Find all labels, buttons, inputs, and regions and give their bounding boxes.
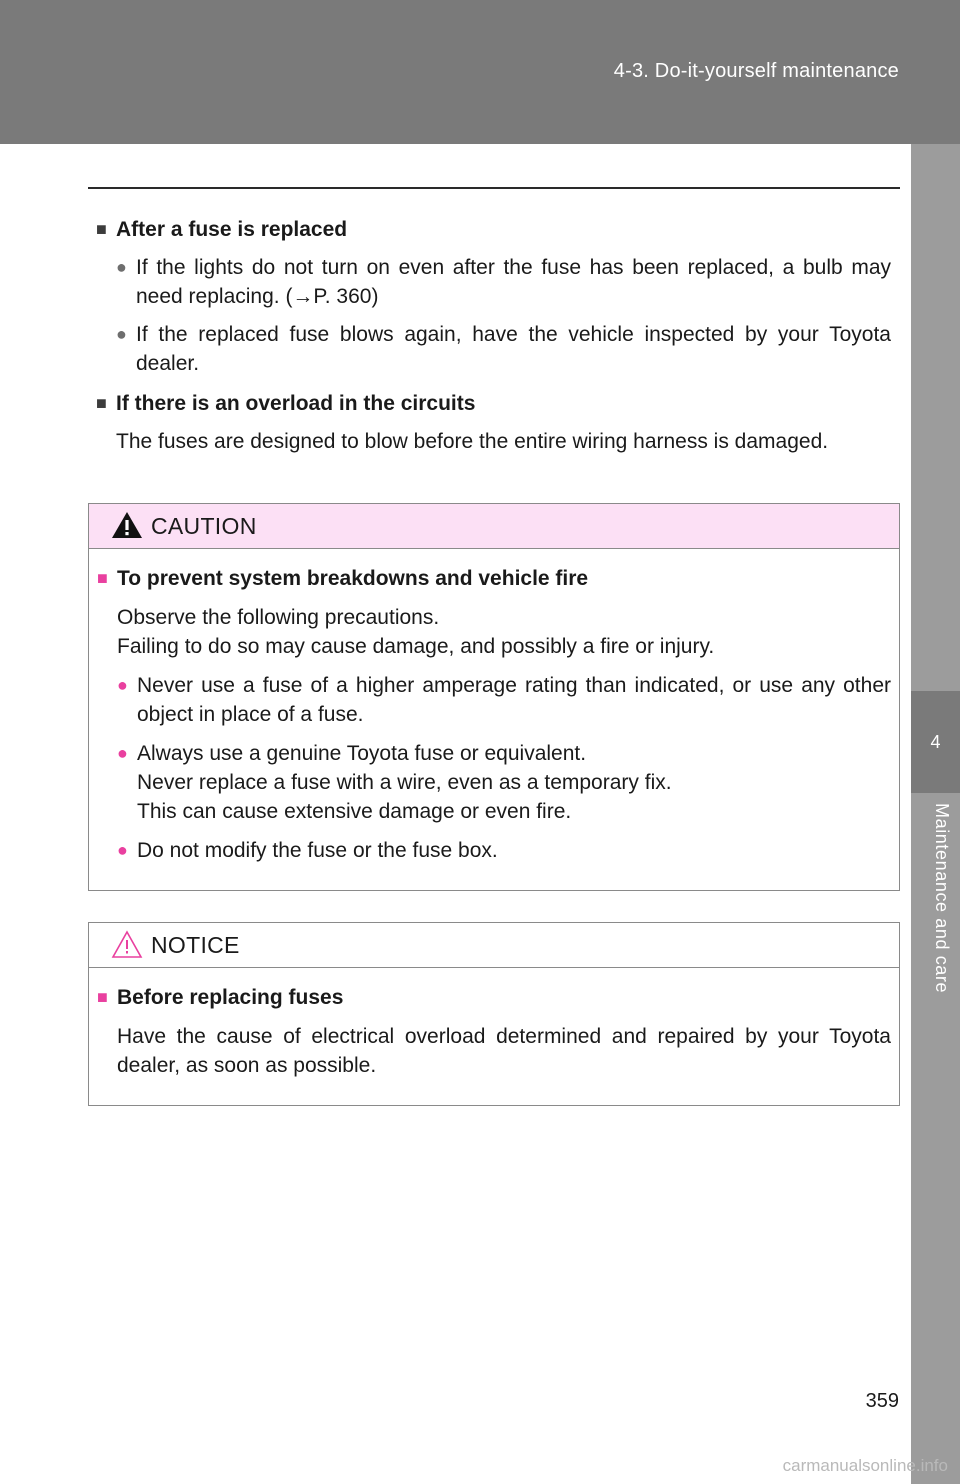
notice-box xyxy=(88,922,900,1106)
notice-header xyxy=(89,923,899,968)
circle-bullet-icon: ● xyxy=(117,675,128,695)
page-number: 359 xyxy=(865,1390,899,1412)
section-heading: ■ If there is an overload in the circuits xyxy=(96,389,891,418)
caution-body xyxy=(89,549,899,877)
list-item: ● Always use a genuine Toyota fuse or equivalent. Never replace a fuse with a wire, even as a temporary fix. This can cause extensive damage or even fire. xyxy=(117,739,891,826)
list-item: ● Do not modify the fuse or the fuse box. xyxy=(117,836,891,865)
square-bullet-icon: ■ xyxy=(97,987,108,1007)
square-bullet-icon: ■ xyxy=(96,393,107,413)
section-after-fuse-replaced xyxy=(96,215,891,378)
circle-bullet-icon: ● xyxy=(117,743,128,763)
circle-bullet-icon: ● xyxy=(117,840,128,860)
square-bullet-icon: ■ xyxy=(97,568,108,588)
section-heading: ■ After a fuse is replaced xyxy=(96,215,891,244)
notice-text: Have the cause of electrical overload determined and repaired by your Toyota dealer, as soon as possible. xyxy=(117,1025,891,1077)
side-tab-chapter-number: 4 xyxy=(911,691,960,793)
notice-label: NOTICE xyxy=(151,932,240,958)
header-rule xyxy=(88,187,900,189)
side-tab-chapter-title: Maintenance and care xyxy=(932,803,952,994)
warning-triangle-filled-icon xyxy=(111,510,143,540)
caution-intro-line: Observe the following precautions. xyxy=(117,606,440,629)
caution-heading: ■ To prevent system breakdowns and vehicle fire xyxy=(97,564,891,593)
list-item: ● If the lights do not turn on even after the fuse has been replaced, a bulb may need replacing. (→P. 360) xyxy=(116,253,891,311)
caution-label: CAUTION xyxy=(151,513,257,539)
circle-bullet-icon: ● xyxy=(116,257,127,277)
caution-box xyxy=(88,503,900,891)
caution-intro-line: Failing to do so may cause damage, and possibly a fire or injury. xyxy=(117,635,715,658)
section-overload xyxy=(96,389,891,456)
list-item: ● Never use a fuse of a higher amperage rating than indicated, or use any other object in place of a fuse. xyxy=(117,671,891,729)
section-text: The fuses are designed to blow before the entire wiring harness is damaged. xyxy=(116,430,829,453)
notice-heading: ■ Before replacing fuses xyxy=(97,983,891,1012)
watermark: carmanualsonline.info xyxy=(782,1456,948,1475)
caution-header xyxy=(89,504,899,549)
circle-bullet-icon: ● xyxy=(116,324,127,344)
header-title: 4-3. Do-it-yourself maintenance xyxy=(613,60,899,82)
notice-body xyxy=(89,968,899,1092)
list-item: ● If the replaced fuse blows again, have the vehicle inspected by your Toyota dealer. xyxy=(116,320,891,378)
square-bullet-icon: ■ xyxy=(96,219,107,239)
warning-triangle-outline-icon xyxy=(111,929,143,959)
side-tab-top xyxy=(911,144,960,691)
page-header xyxy=(0,0,960,144)
